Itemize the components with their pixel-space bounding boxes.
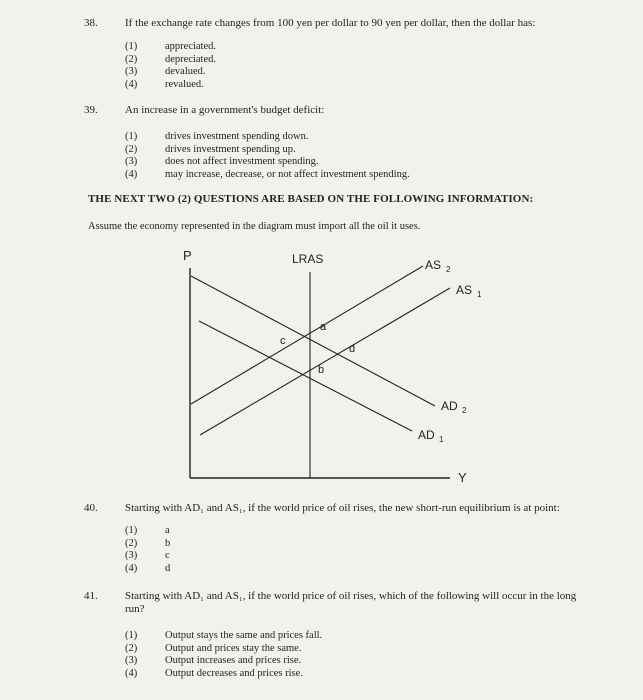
option-number: (1)	[125, 525, 138, 536]
q41-question	[125, 590, 576, 616]
option-text: Output decreases and prices rise.	[165, 667, 303, 679]
option-text: b	[165, 537, 171, 549]
option-text: Output increases and prices rise.	[165, 655, 302, 666]
as1-label-subscript: 1	[477, 290, 482, 299]
option-number: (1)	[125, 131, 138, 142]
option-number: (2)	[125, 642, 138, 654]
ad2-curve	[191, 276, 435, 406]
option-number: (4)	[125, 562, 138, 574]
price-axis-label: P	[183, 248, 192, 263]
ad1-label-subscript: 1	[439, 435, 444, 444]
q39-question: An increase in a government's budget deficit:	[125, 104, 325, 116]
q41-options	[125, 630, 322, 680]
option-number: (2)	[125, 537, 138, 549]
as2-label-text: AS	[425, 258, 442, 272]
option-number: (4)	[125, 78, 138, 90]
section-heading: THE NEXT TWO (2) QUESTIONS ARE BASED ON THE FOLLOWING INFORMATION:	[88, 193, 534, 205]
option-text: may increase, decrease, or not affect investment spending.	[165, 168, 410, 180]
option-number: (3)	[125, 156, 138, 167]
option-text: Output and prices stay the same.	[165, 642, 302, 654]
option-text: does not affect investment spending.	[165, 156, 319, 167]
diagram-assumption: Assume the economy represented in the diagram must import all the oil it uses.	[88, 221, 421, 232]
option-text: devalued.	[165, 66, 206, 77]
option-number: (3)	[125, 550, 138, 561]
q38-question: If the exchange rate changes from 100 yen per dollar to 90 yen per dollar, then the dollar has:	[125, 17, 536, 29]
option-text: c	[165, 550, 170, 561]
option-number: (1)	[125, 630, 138, 641]
point-c-label: c	[280, 335, 286, 347]
q40-option-1	[125, 525, 170, 538]
ad2-label-subscript: 2	[462, 406, 467, 415]
as1-label	[456, 283, 482, 299]
q40-option-3	[125, 550, 170, 563]
ad1-label-text: AD	[418, 428, 435, 442]
q40-option-4	[125, 563, 170, 576]
q38-number: 38.	[84, 17, 98, 29]
option-text: revalued.	[165, 78, 204, 90]
option-text: Output stays the same and prices fall.	[165, 630, 323, 641]
as2-label-subscript: 2	[446, 265, 451, 274]
q41-option-3	[125, 655, 322, 668]
option-text: drives investment spending down.	[165, 131, 309, 142]
q40-question: Starting with AD₁ and AS₁, if the world price of oil rises, the new short-run equilibrium is at point:	[125, 502, 560, 514]
q41-question-line-1: Starting with AD₁ and AS₁, if the world price of oil rises, which of the following will occur in the long	[125, 590, 577, 602]
q41-option-2	[125, 643, 322, 656]
q41-question-line-2: run?	[125, 603, 145, 615]
point-a-label: a	[320, 321, 327, 333]
q40-options	[125, 525, 170, 575]
option-text: d	[165, 562, 171, 574]
point-d-label: d	[349, 343, 356, 355]
ad2-label	[441, 399, 467, 415]
option-number: (3)	[125, 655, 138, 666]
option-number: (4)	[125, 667, 138, 679]
option-number: (3)	[125, 66, 138, 77]
option-number: (1)	[125, 41, 138, 52]
option-text: a	[165, 525, 170, 536]
as1-label-text: AS	[456, 283, 473, 297]
ad2-label-text: AD	[441, 399, 458, 413]
option-text: appreciated.	[165, 41, 217, 52]
option-number: (2)	[125, 53, 138, 65]
q41-option-1	[125, 630, 322, 643]
point-b-label: b	[318, 364, 325, 376]
ad1-label	[418, 428, 444, 444]
q40-option-2	[125, 538, 170, 551]
q41-option-4	[125, 668, 322, 681]
option-text: depreciated.	[165, 53, 217, 65]
q41-number: 41.	[84, 590, 98, 602]
option-number: (2)	[125, 143, 138, 155]
q39-number: 39.	[84, 104, 98, 116]
lras-label: LRAS	[292, 252, 324, 266]
q40-number: 40.	[84, 502, 98, 514]
as2-label	[425, 258, 451, 274]
option-text: drives investment spending up.	[165, 143, 296, 155]
as1-curve	[200, 288, 450, 435]
option-number: (4)	[125, 168, 138, 180]
output-axis-label: Y	[458, 470, 467, 485]
